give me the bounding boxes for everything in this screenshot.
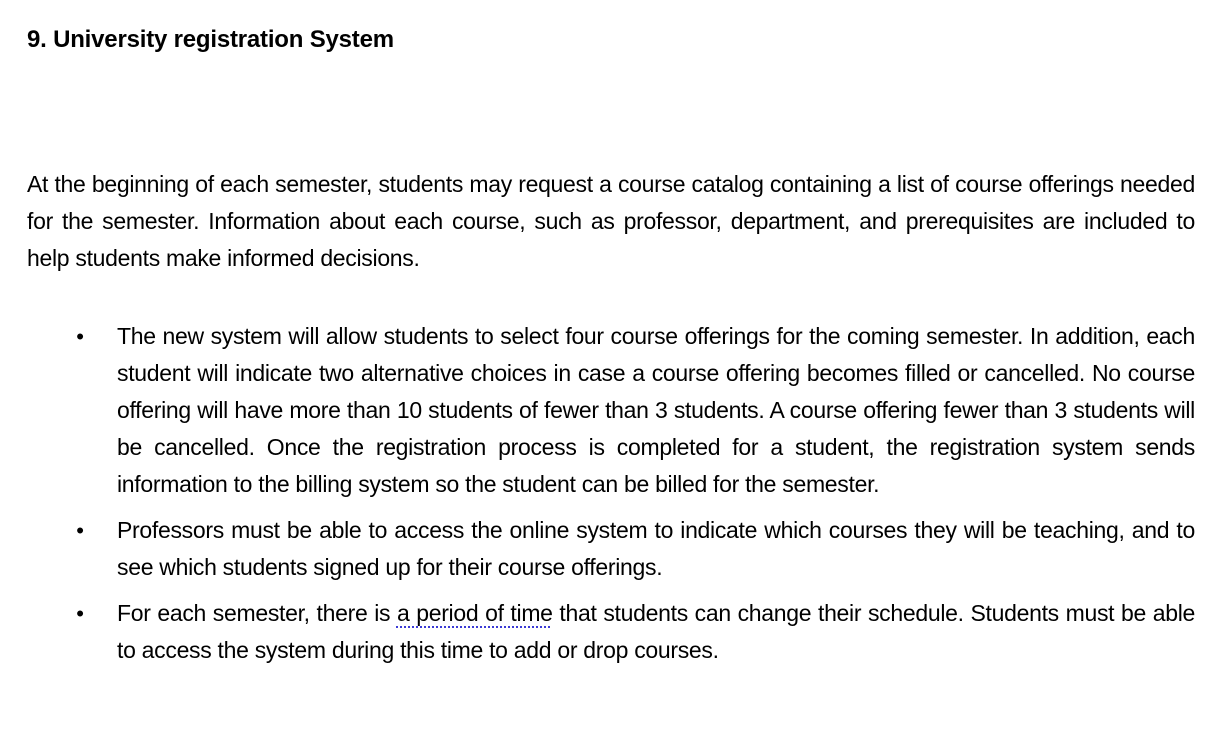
grammar-flagged-phrase[interactable]: a period of time — [396, 600, 553, 626]
list-item — [60, 318, 1195, 503]
list-item — [60, 512, 1195, 586]
list-item-text: The new system will allow students to select four course offerings for the coming semester. In addition, each student will indicate two alternative choices in case a course offering becomes filled or cancelled. No course offering will have more than 10 students of fewer than 3 students. A course offering fewer than 3 students will be cancelled. Once the registration process is completed for a student, the registration system sends information to the billing system so the student can be billed for the semester. — [117, 323, 1195, 497]
bullet-icon: • — [76, 324, 84, 349]
list-item-text: Professors must be able to access the online system to indicate which courses they will be teaching, and to see which students signed up for their course offerings. — [117, 517, 1195, 580]
bullet-icon: • — [76, 518, 84, 543]
intro-paragraph: At the beginning of each semester, students may request a course catalog containing a list of course offerings needed for the semester. Information about each course, such as professor, department, and prerequisites are included to help students make informed decisions. — [27, 171, 1195, 271]
list-item-text-end: that students can change their schedule. Students must be able to access the system during this time to add or drop courses. — [117, 600, 1196, 663]
requirements-list — [60, 318, 1195, 678]
bullet-icon: • — [76, 601, 84, 626]
list-item — [60, 595, 1195, 669]
section-heading: 9. University registration System — [27, 26, 394, 53]
list-item-text-start: For each semester, there is — [117, 600, 397, 626]
